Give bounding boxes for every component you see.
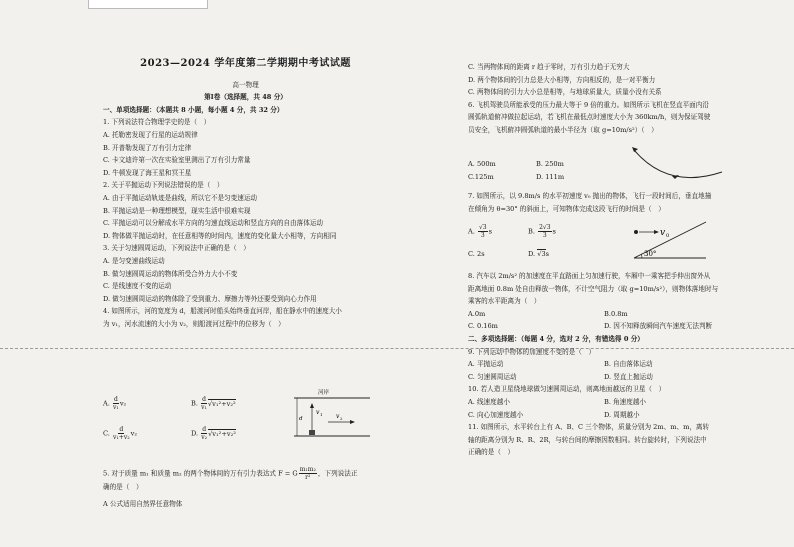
q4-options [103,390,303,460]
formula-d-over-v1: $\frac{d}{\text{v₁}}$ [112,396,119,411]
q10-option-d: D. 周期越小 [604,410,640,419]
q10-option-c: C. 向心加速度越小 [468,410,524,419]
q6-line2: 圆弧轨道俯冲做拉起运动，若飞机在最低点时速度大小为 360km/h，则为保证驾驶 [468,113,711,122]
part-heading: 第Ⅰ卷（选择题，共 48 分） [204,93,287,102]
v0-label: v [660,228,666,238]
q7-option-d: D. √3s [528,250,550,258]
svg-text:d: d [299,416,303,422]
incline-diagram [630,218,710,262]
right-column [468,61,768,137]
v0-subscript: 0 [666,233,670,239]
q9-option-a: A. 平抛运动 [468,360,504,369]
q8-line2: 距离地面 0.8m 处自由释放一物体，不计空气阻力（取 g=10m/s²），则物体落地时与 [468,284,719,293]
plane-icon-top [632,147,638,152]
q8-line3: 乘客的水平距离为（ ） [468,297,541,306]
formula-2sqrt3-over-3: $\frac{2√3}{3}$ [539,224,551,239]
q2-stem: 2. 关于平抛运动下列说法错误的是（ ） [103,181,224,190]
q6-options [468,158,668,183]
q1-option-c: C. 卡文迪许第一次在实验室里测出了万有引力常量 [103,156,251,165]
q7-option-c: C. 2s [468,250,485,258]
q5-option-extra: C. 两物体间的引力大小总是相等，与地球质量大，质量小没有关系 [468,88,662,97]
q5-line1: 5. 对于质量 m₁ 和质量 m₂ 的两个物体间的万有引力表达式 F = G $\frac{\text{m₁m₂}}{\text{r²}}$ ，下列说法正 [103,466,358,481]
q3-option-a: A. 是匀变速曲线运动 [103,256,165,265]
q4-line1: 4. 如图所示，河的宽度为 d，船渡河时船头始终垂直河岸，船在静水中的速度大小 [103,307,342,316]
q10-stem: 10. 若人造卫星绕地球做匀速圆周运动，则离地面越远的卫星（ ） [468,385,666,394]
q5-block [103,466,388,510]
q8-option-b: B.0.8m [604,309,628,318]
q10-option-b: B. 角速度越小 [604,397,647,406]
exam-subtitle: 高一物理 [232,80,259,89]
q6-line1: 6. 飞机驾驶员所能承受的压力最大等于 9 倍的重力。如图所示飞机在竖直平面内沿 [468,100,709,109]
q11-line3: 正确的是（ ） [468,448,515,457]
v1-label: v [316,409,320,416]
q6-option-c: C.125m [468,172,494,181]
q4-option-c: C. $\frac{d}{\text{v₁+v₂}}$ v₂ [103,426,138,441]
v2-label: v [336,413,340,420]
q5-option-c: C. 当两物体间的距离 r 趋于零时，万有引力趋于无穷大 [468,63,630,71]
v0-arrowhead [654,230,659,234]
q5-option-a: A 公式适用自然界任意物体 [103,499,183,508]
ball-shape [634,230,638,234]
q6-option-b: B. 250m [536,160,564,168]
boat-shape [309,430,315,435]
q7-option-b: B. $\frac{2√3}{3}$ s [528,224,556,239]
q5-line2: 确的是（ ） [103,483,143,491]
formula-d-over-v1v2: $\frac{d}{\text{v₁+v₂}}$ [113,426,130,441]
q7-line2: 在倾角为 θ=30° 的斜面上，可知物体完成这段飞行的时间是（ ） [468,204,665,213]
q2-option-a: A. 由于平抛运动轨迹是曲线，所以它不是匀变速运动 [103,193,258,202]
q4-line2: 为 v₁，河水流速的大小为 v₂，则船渡河过程中的位移为（ ） [103,319,285,328]
q11-line1: 11. 如图所示，水平转台上有 A、B、C 三个物体，质量分别为 2m、m、m，离转 [468,423,710,432]
q3-option-d: D. 做匀速圆周运动的物体除了受到重力、摩擦力等外还要受到向心力作用 [103,294,317,303]
q5-option-d: D. 两个物体间的引力总是大小相等，方向相反的，是一对平衡力 [468,75,656,84]
left-column [103,58,388,330]
section2-heading: 二、多项选择题：（每题 4 分，选对 2 分，有错选得 0 分） [468,334,644,343]
q1-option-b: B. 开普勒发现了万有引力定律 [103,143,192,152]
q3-option-c: C. 是线速度不变的运动 [103,282,172,291]
q7-block [468,190,768,215]
q1-stem: 1. 下列说法符合物理学史的是（ ） [103,118,211,127]
q4-option-b: B. $\frac{d}{\text{v₁}}$ √v₁²+v₂² [191,396,236,411]
q4-option-a: A. $\frac{d}{\text{v₁}}$ v₂ [103,396,127,411]
river-bank-label: 河岸 [318,390,330,396]
q8-option-c: C. 0.16m [468,322,498,331]
q1-option-d: D. 牛顿发现了海王星和冥王星 [103,168,192,177]
q9-option-d: D. 竖直上抛运动 [604,372,653,381]
q9-option-c: C. 匀速圆周运动 [468,372,517,381]
v1-subscript: 1 [320,412,323,417]
q3-stem: 3. 关于匀速圆周运动，下列说法中正确的是（ ） [103,244,250,253]
exam-title: 2023—2024 学年度第二学期期中考试试题 [140,58,351,69]
q2-option-d: D. 物体做平抛运动时，在任意相等的时间内，速度的变化量大小相等，方向相同 [103,231,337,240]
section1-heading: 一、单项选择题：（本题共 8 小题，每小题 4 分，共 32 分） [103,105,284,114]
formula-m1m2-over-r2: $\frac{\text{m₁m₂}}{\text{r²}}$ [299,466,316,481]
v2-subscript: 2 [340,416,343,421]
q7-line1: 7. 如图所示，以 9.8m/s 的水平初速度 v₀ 抛出的物体，飞行一段时间后，垂直地撞 [468,192,712,200]
formula-sqrt3-over-3: $\frac{√3}{3}$ [478,224,487,239]
q1-option-a: A. 托勒密发现了行星的运动规律 [103,130,198,139]
q4-option-d: D. $\frac{d}{\text{v₂}}$ √v₁²+v₂² [191,426,236,441]
formula-d-over-v2: $\frac{d}{\text{v₂}}$ [201,426,208,441]
q7-option-a: A. $\frac{√3}{3}$ s [468,224,492,239]
q3-option-b: B. 做匀速圆周运动的物体所受合外力大小不变 [103,269,238,278]
q8-option-d: D. 因不知释放瞬间汽车速度无法判断 [604,322,713,331]
formula-d-over-v1: $\frac{d}{\text{v₁}}$ [201,396,207,411]
q6-option-d: D. 111m [536,172,565,181]
q11-line2: 轴的距离分别为 R、R、2R，与转台间的摩擦因数相同。转台旋转时，下列说法中 [468,435,707,444]
q2-option-b: B. 平抛运动是一种理想模型，现实生活中很难实现 [103,206,251,215]
q9-stem: 9. 下列运动中物体的加速度不变的是（ ） [468,347,596,356]
angle-label: 30° [644,250,657,258]
q10-option-a: A. 线速度越小 [468,397,510,406]
v2-arrowhead [350,420,355,424]
q6-line3: 员安全，飞机俯冲圆弧轨道的最小半径为（取 g=10m/s²）（ ） [468,125,658,134]
paper-tab [88,0,208,9]
q2-option-c: C. 平抛运动可以分解成水平方向的匀速直线运动和竖直方向的自由落体运动 [103,219,324,228]
q8-block [468,270,768,459]
q8-option-a: A.0m [468,309,486,318]
river-diagram [292,388,372,444]
v1-arrowhead [310,403,314,408]
q8-line1: 8. 汽车以 2m/s² 的加速度在平直路面上匀加速行驶，车厢中一乘客把手伸出窗外从 [468,272,711,280]
q7-options [468,224,608,264]
q6-option-a: A. 500m [468,160,496,168]
q9-option-b: B. 自由落体运动 [604,360,653,369]
